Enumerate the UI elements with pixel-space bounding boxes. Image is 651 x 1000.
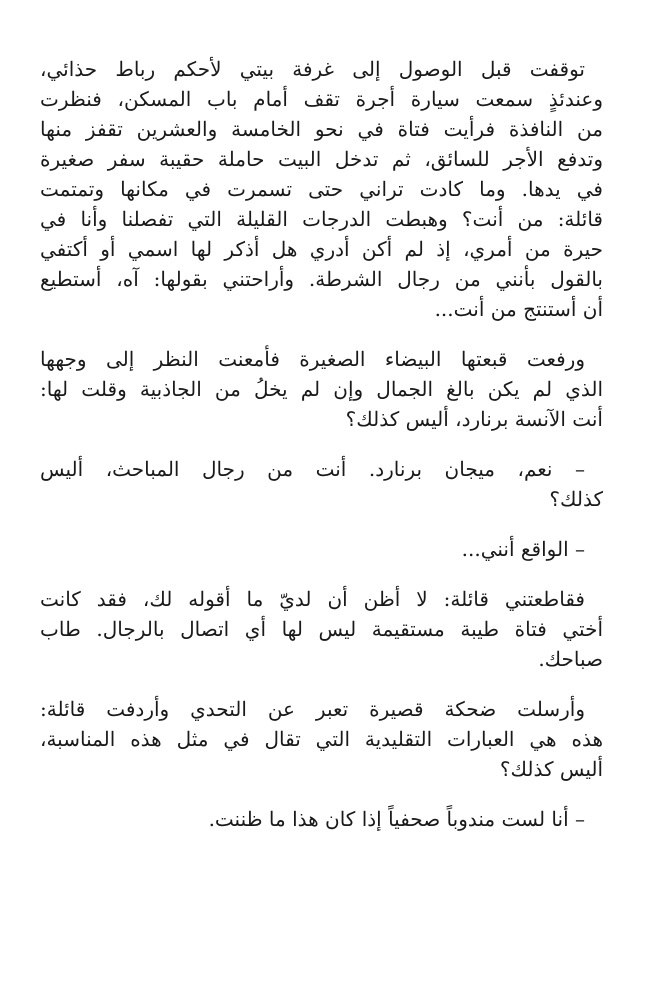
text-line: هذه هي العبارات التقليدية التي تقال في مثل هذه المناسبة، xyxy=(40,727,603,751)
paragraph-gap xyxy=(40,564,603,584)
text-line: – أنا لست مندوباً صحفياً إذا كان هذا ما ظننت. xyxy=(208,807,585,831)
paragraph xyxy=(40,344,603,434)
paragraph-gap xyxy=(40,324,603,344)
paragraph-gap xyxy=(40,514,603,534)
text-line: من النافذة فرأيت فتاة في نحو الخامسة والعشرين تقفز منها xyxy=(40,117,603,141)
text-line: وعندئذٍ سمعت سيارة أجرة تقف أمام باب المسكن، فنظرت xyxy=(40,87,603,111)
paragraph xyxy=(40,534,603,564)
text-line: قائلة: من أنت؟ وهبطت الدرجات القليلة التي تفصلنا وأنا في xyxy=(40,207,603,231)
paragraph-gap xyxy=(40,674,603,694)
text-line: أنت الآنسة برنارد، أليس كذلك؟ xyxy=(345,407,603,431)
paragraph xyxy=(40,584,603,674)
paragraph-gap xyxy=(40,784,603,804)
text-line: فقاطعتني قائلة: لا أظن أن لديّ ما أقوله لك، فقد كانت xyxy=(40,587,585,611)
text-line: حيرة من أمري، إذ لم أكن أدري هل أذكر لها اسمي أو أكتفي xyxy=(40,237,603,261)
text-line: في يدها. وما كادت تراني حتى تسمرت في مكانها وتمتمت xyxy=(40,177,603,201)
text-line: أختي فتاة طيبة مستقيمة ليس لها أي اتصال بالرجال. طاب xyxy=(40,617,603,641)
text-line: ورفعت قبعتها البيضاء الصغيرة فأمعنت النظر إلى وجهها xyxy=(40,347,585,371)
paragraph xyxy=(40,54,603,324)
text-line: وأرسلت ضحكة قصيرة تعبر عن التحدي وأردفت قائلة: xyxy=(40,697,585,721)
text-line: بالقول بأنني من رجال الشرطة. وأراحتني بقولها: آه، أستطيع xyxy=(40,267,603,291)
text-line: كذلك؟ xyxy=(549,487,603,511)
paragraph xyxy=(40,694,603,784)
text-line: – الواقع أنني... xyxy=(461,537,585,561)
text-line: – نعم، ميجان برنارد. أنت من رجال المباحث، أليس xyxy=(40,457,585,481)
paragraph xyxy=(40,804,603,834)
text-line: أليس كذلك؟ xyxy=(499,757,603,781)
text-line: الذي لم يكن بالغ الجمال وإن لم يخلُ من الجاذبية وقلت لها: xyxy=(40,377,603,401)
page-text xyxy=(40,54,603,834)
text-line: وتدفع الأجر للسائق، ثم تدخل البيت حاملة حقيبة سفر صغيرة xyxy=(40,147,603,171)
text-line: صباحك. xyxy=(538,647,603,671)
text-line: توقفت قبل الوصول إلى غرفة بيتي لأحكم رباط حذائي، xyxy=(40,57,585,81)
paragraph xyxy=(40,454,603,514)
text-line: أن أستنتج من أنت... xyxy=(434,297,603,321)
paragraph-gap xyxy=(40,434,603,454)
